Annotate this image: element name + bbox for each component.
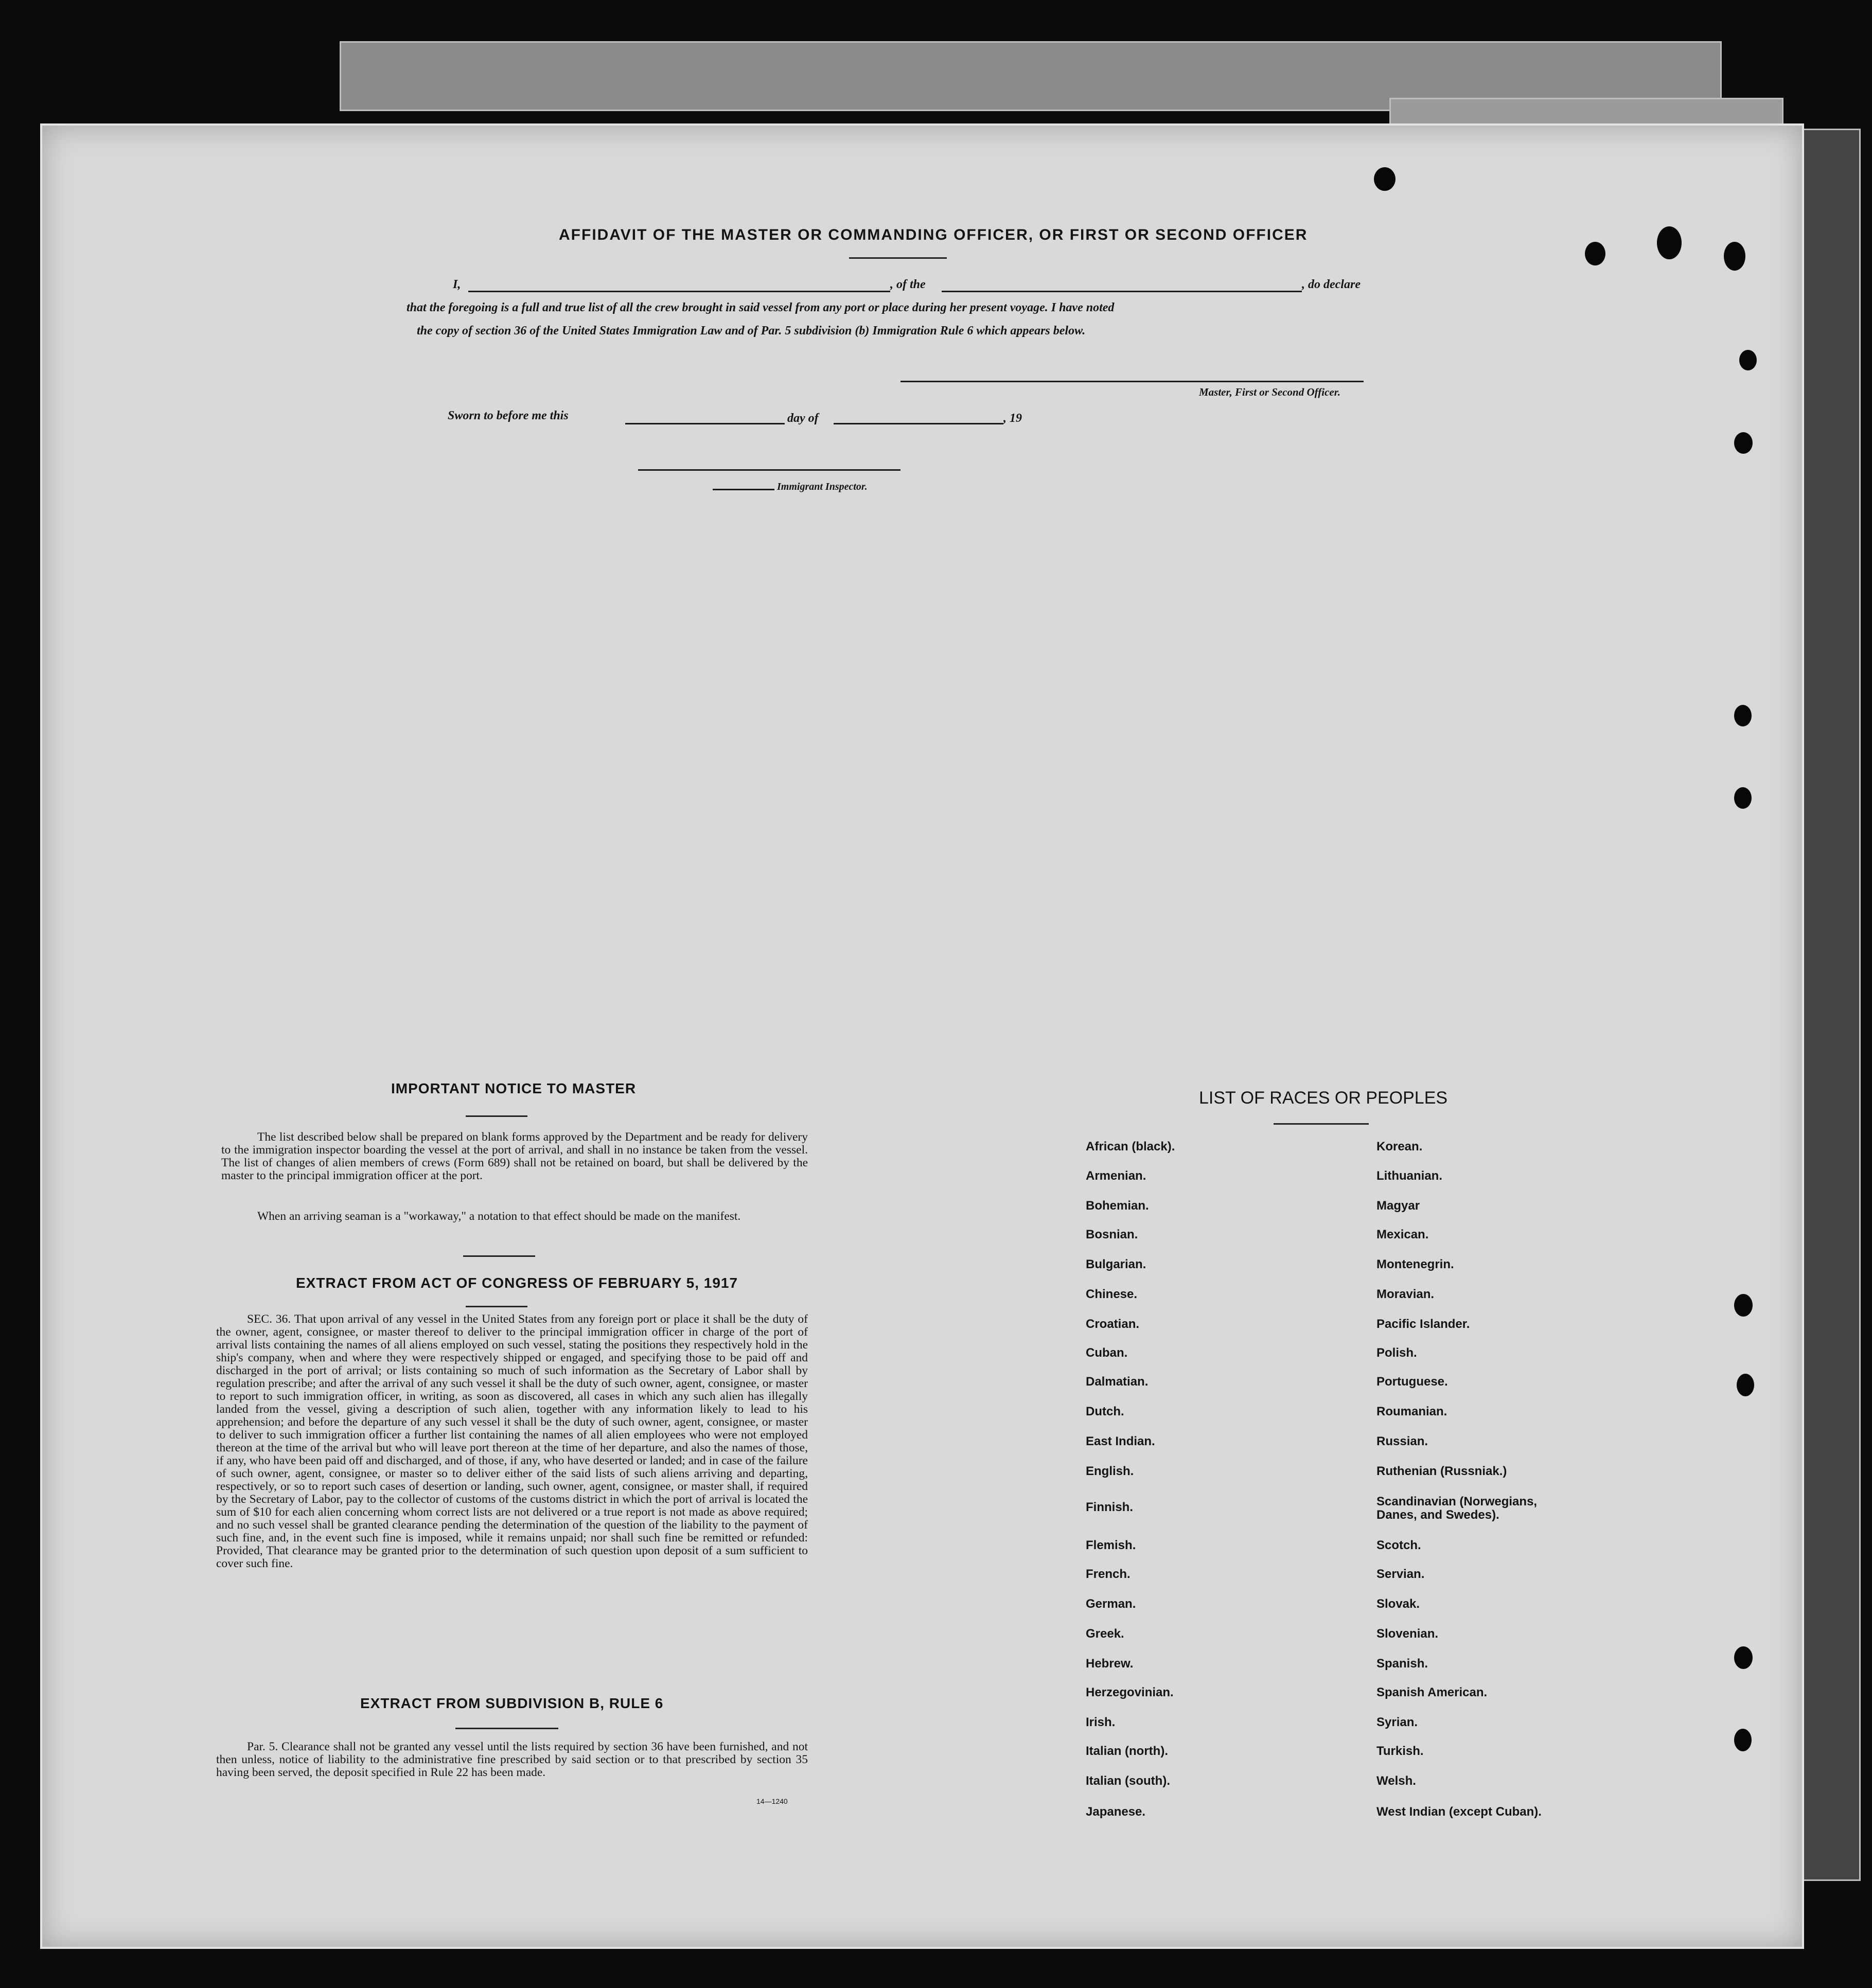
affidavit-line3: the copy of section 36 of the United States Immigration Law and of Par. 5 subdivision (b) Immigration Rule 6 which appears below. <box>417 324 1086 338</box>
race-item: Italian (south). <box>1086 1774 1170 1788</box>
race-item: Korean. <box>1376 1140 1423 1153</box>
race-item: Russian. <box>1376 1434 1428 1448</box>
name-blank <box>468 291 890 292</box>
punch-hole <box>1734 787 1752 809</box>
divider <box>466 1306 527 1307</box>
sworn-day-blank <box>625 423 785 424</box>
affidavit-line1-do-declare: , do declare <box>1302 278 1361 291</box>
race-item: Japanese. <box>1086 1805 1146 1819</box>
race-item: English. <box>1086 1464 1134 1478</box>
race-item: West Indian (except Cuban). <box>1376 1805 1542 1819</box>
race-item: Ruthenian (Russniak.) <box>1376 1464 1507 1478</box>
race-item: Moravian. <box>1376 1287 1435 1301</box>
race-item: Armenian. <box>1086 1169 1146 1183</box>
affidavit-title: AFFIDAVIT OF THE MASTER OR COMMANDING OFFICER, OR FIRST OR SECOND OFFICER <box>559 226 1308 243</box>
sworn-month-blank <box>834 423 1003 424</box>
punch-hole <box>1734 705 1752 726</box>
divider <box>463 1255 535 1257</box>
sworn-prefix: Sworn to before me this <box>448 409 569 422</box>
inspector-short-line <box>713 489 774 490</box>
form-number: 14—1240 <box>756 1797 788 1805</box>
punch-hole <box>1374 167 1396 191</box>
race-item: Flemish. <box>1086 1538 1136 1552</box>
race-item: Scandinavian (Norwegians, Danes, and Swedes). <box>1376 1495 1538 1522</box>
sworn-day-of: day of <box>787 412 819 425</box>
divider <box>849 257 947 259</box>
race-item: Bulgarian. <box>1086 1257 1146 1271</box>
notice-title: IMPORTANT NOTICE TO MASTER <box>391 1080 637 1096</box>
vessel-blank <box>942 291 1302 292</box>
race-item: German. <box>1086 1597 1136 1611</box>
signature-line <box>900 381 1364 382</box>
race-item: Bohemian. <box>1086 1199 1149 1213</box>
punch-hole <box>1585 242 1605 265</box>
affidavit-line1-of-the: , of the <box>890 278 926 291</box>
punch-hole <box>1734 1294 1753 1317</box>
race-item: Mexican. <box>1376 1228 1429 1241</box>
race-item: Roumanian. <box>1376 1405 1447 1418</box>
race-item: Greek. <box>1086 1627 1124 1641</box>
punch-hole <box>1734 432 1753 454</box>
signature-label: Master, First or Second Officer. <box>1199 386 1340 398</box>
document-page <box>40 123 1804 1949</box>
races-title: LIST OF RACES OR PEOPLES <box>1199 1088 1448 1108</box>
race-item: Montenegrin. <box>1376 1257 1454 1271</box>
race-item: Spanish American. <box>1376 1685 1488 1699</box>
race-item: Syrian. <box>1376 1715 1418 1729</box>
race-item: Dalmatian. <box>1086 1375 1149 1389</box>
punch-hole <box>1724 242 1745 271</box>
race-item: Lithuanian. <box>1376 1169 1442 1183</box>
race-item: Portuguese. <box>1376 1375 1448 1389</box>
race-item: Scotch. <box>1376 1538 1421 1552</box>
sworn-year: , 19 <box>1003 412 1022 425</box>
race-item: French. <box>1086 1567 1131 1581</box>
race-item: Pacific Islander. <box>1376 1317 1470 1331</box>
race-item: Italian (north). <box>1086 1744 1168 1758</box>
race-item: Herzegovinian. <box>1086 1685 1174 1699</box>
race-item: African (black). <box>1086 1140 1175 1153</box>
punch-hole <box>1734 1646 1753 1669</box>
race-item: Cuban. <box>1086 1346 1128 1360</box>
inspector-label: Immigrant Inspector. <box>777 481 868 492</box>
race-item: Chinese. <box>1086 1287 1138 1301</box>
punch-hole <box>1734 1729 1752 1751</box>
divider <box>1274 1123 1369 1125</box>
race-item: Welsh. <box>1376 1774 1416 1788</box>
notice-paragraph-1: The list described below shall be prepared on blank forms approved by the Department and be ready for delivery to the immigration inspector boarding the vessel at the port of arrival, and shall in no instance be taken from the vessel. The list of changes of alien members of crews (Form 689) shall not be retained on board, but shall be delivered by the master to the principal immigration officer at the port. <box>221 1130 808 1182</box>
affidavit-line1-i: I, <box>453 278 461 291</box>
extract-act-title: EXTRACT FROM ACT OF CONGRESS OF FEBRUARY 5, 1917 <box>296 1275 738 1291</box>
affidavit-line2: that the foregoing is a full and true list of all the crew brought in said vessel from any port or place during her present voyage. I have noted <box>407 301 1115 314</box>
race-item: East Indian. <box>1086 1434 1155 1448</box>
race-item: Magyar <box>1376 1199 1420 1213</box>
race-item: Finnish. <box>1086 1500 1133 1514</box>
race-item: Bosnian. <box>1086 1228 1138 1241</box>
race-item: Slovak. <box>1376 1597 1420 1611</box>
race-item: Spanish. <box>1376 1657 1428 1671</box>
race-item: Irish. <box>1086 1715 1116 1729</box>
race-item: Turkish. <box>1376 1744 1424 1758</box>
punch-hole <box>1739 350 1757 370</box>
race-item: Dutch. <box>1086 1405 1124 1418</box>
race-item: Hebrew. <box>1086 1657 1134 1671</box>
extract-act-text: SEC. 36. That upon arrival of any vessel in the United States from any foreign port or place it shall be the duty of the owner, agent, consignee, or master thereof to deliver to the principal immigration officer in charge of the port of arrival lists containing the names of all aliens employed on such vessel, stating the positions they respectively hold in the ship's company, when and where they were respectively shipped or engaged, and specifying those to be paid off and discharged in the port of arrival; or lists containing so much of such information as the Secretary of Labor shall by regulation prescribe; and after the arrival of any such vessel it shall be the duty of such owner, agent, consignee, or master to report to such immigration officer, in writing, as soon as discovered, all cases in which any such alien has illegally landed from the vessel, giving a description of such alien, together with any information likely to lead to his apprehension; and before the departure of any such vessel it shall be the duty of such owner, agent, consignee, or master to deliver to such immigration officer a further list containing the names of all alien employees who were not employed thereon at the time of the arrival but who will leave port thereon at the time of her departure, and also the names of those, if any, who have been paid off and discharged, and of those, if any, who have deserted or landed; and in case of the failure of such owner, agent, consignee, or master so to deliver either of the said lists of such aliens arriving and departing, respectively, or so to report such cases of desertion or landing, such owner, agent, consignee, or master shall, if required by the Secretary of Labor, pay to the collector of customs of the customs district in which the port of arrival is located the sum of $10 for each alien concerning whom correct lists are not delivered or a true report is not made as above required; and no such vessel shall be granted clearance pending the determination of the question of the liability to the payment of such fine, and, in the event such fine is imposed, while it remains unpaid; nor shall such fine be remitted or refunded: Provided, That clearance may be granted prior to the determination of such question upon deposit of a sum sufficient to cover such fine. <box>216 1312 808 1570</box>
extract-rule-title: EXTRACT FROM SUBDIVISION B, RULE 6 <box>360 1695 664 1711</box>
race-item: Croatian. <box>1086 1317 1140 1331</box>
race-item: Slovenian. <box>1376 1627 1439 1641</box>
race-item: Polish. <box>1376 1346 1417 1360</box>
notice-paragraph-2: When an arriving seaman is a "workaway," a notation to that effect should be made on the manifest. <box>257 1210 741 1223</box>
punch-hole <box>1737 1374 1754 1396</box>
punch-hole <box>1657 226 1682 259</box>
race-item: Servian. <box>1376 1567 1425 1581</box>
divider <box>466 1115 527 1117</box>
inspector-signature-line <box>638 469 900 471</box>
divider <box>455 1728 558 1729</box>
extract-rule-text: Par. 5. Clearance shall not be granted any vessel until the lists required by section 36 have been furnished, and not then unless, notice of liability to the administrative fine prescribed by said section or to that prescribed by section 35 having been served, the deposit specified in Rule 22 has been made. <box>216 1740 808 1779</box>
